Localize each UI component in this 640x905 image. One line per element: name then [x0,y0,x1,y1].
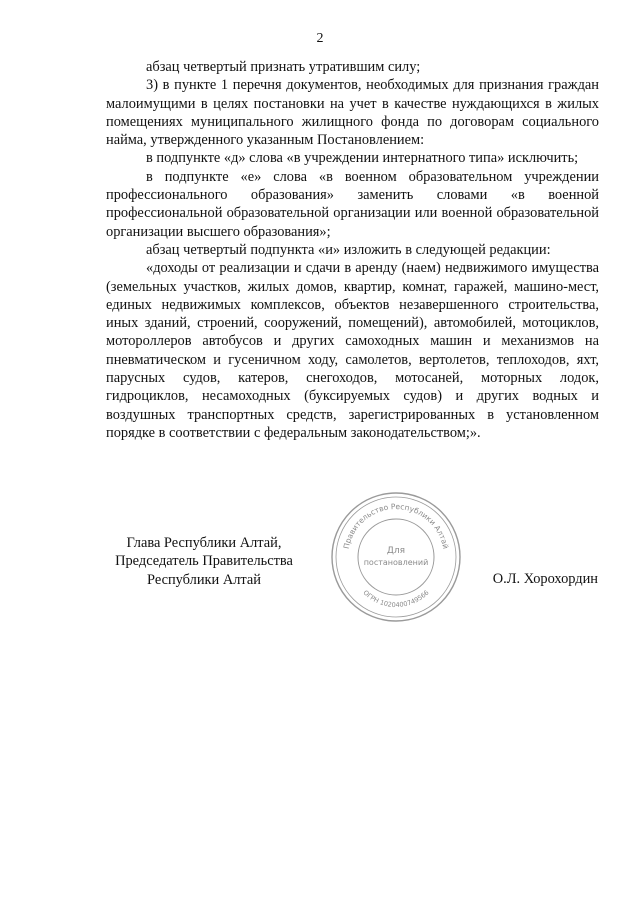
page-number: 2 [316,31,324,46]
seal-ring-text-bottom: ОГРН 1020400749566 [361,588,431,610]
paragraph-subitem-d: в подпункте «д» слова «в учреждении интернатного типа» исключить; [146,150,579,167]
paragraph-income-definition: «доходы от реализации и сдачи в аренду (наем) недвижимого имущества (земельных участков, жилых домов, квартир, комнат, гаражей, машино-мест, единых недвижимых комплексов, объектов незавершенного строительства, иных зданий, строений, сооружений, помещений), автомобилей, мотоциклов, мотороллеров автобусов и других самоходных машин и механизмов на пневматическом и гусеничном ходу, самолетов, вертолетов, теплоходов, яхт, парусных судов, катеров, снегоходов, мотосаней, моторных лодок, гидроциклов, несамоходных (буксируемых судов) и других водных и воздушных транспортных средств, зарегистрированных в установленном порядке в соответствии с федеральным законодательством;». [106,260,599,441]
paragraph-subitem-i-intro: абзац четвертый подпункта «и» изложить в следующей редакции: [146,241,551,258]
document-body [106,58,599,442]
signatory-title [104,534,304,589]
signatory-title-line: Председатель Правительства [115,553,293,570]
paragraph-abzac-chetvertyi: абзац четвертый признать утратившим силу; [146,59,421,75]
paragraph-item-3: 3) в пункте 1 перечня документов, необходимых для признания граждан малоимущими в целях постановки на учет в качестве нуждающихся в жилых помещениях муниципального жилищного фонда по договорам социального найма, утвержденного указанным Постановлением: [106,77,599,149]
seal-ring-text-top: Правительство Республики Алтай [341,501,451,550]
paragraph-subitem-e: в подпункте «е» слова «в военном образовательном учреждении профессионального образования» заменить словами «в военной профессиональной образовательной организации или военной образовательной организации высшего образования»; [106,168,599,240]
signatory-title-line: Республики Алтай [147,571,261,588]
seal-center-text-2: постановлений [363,558,429,567]
seal-center-text-1: Для [386,546,406,556]
signatory-name: О.Л. Хорохордин [492,571,598,587]
signatory-title-line: Глава Республики Алтай, [126,535,282,551]
official-seal-stamp [326,487,466,627]
